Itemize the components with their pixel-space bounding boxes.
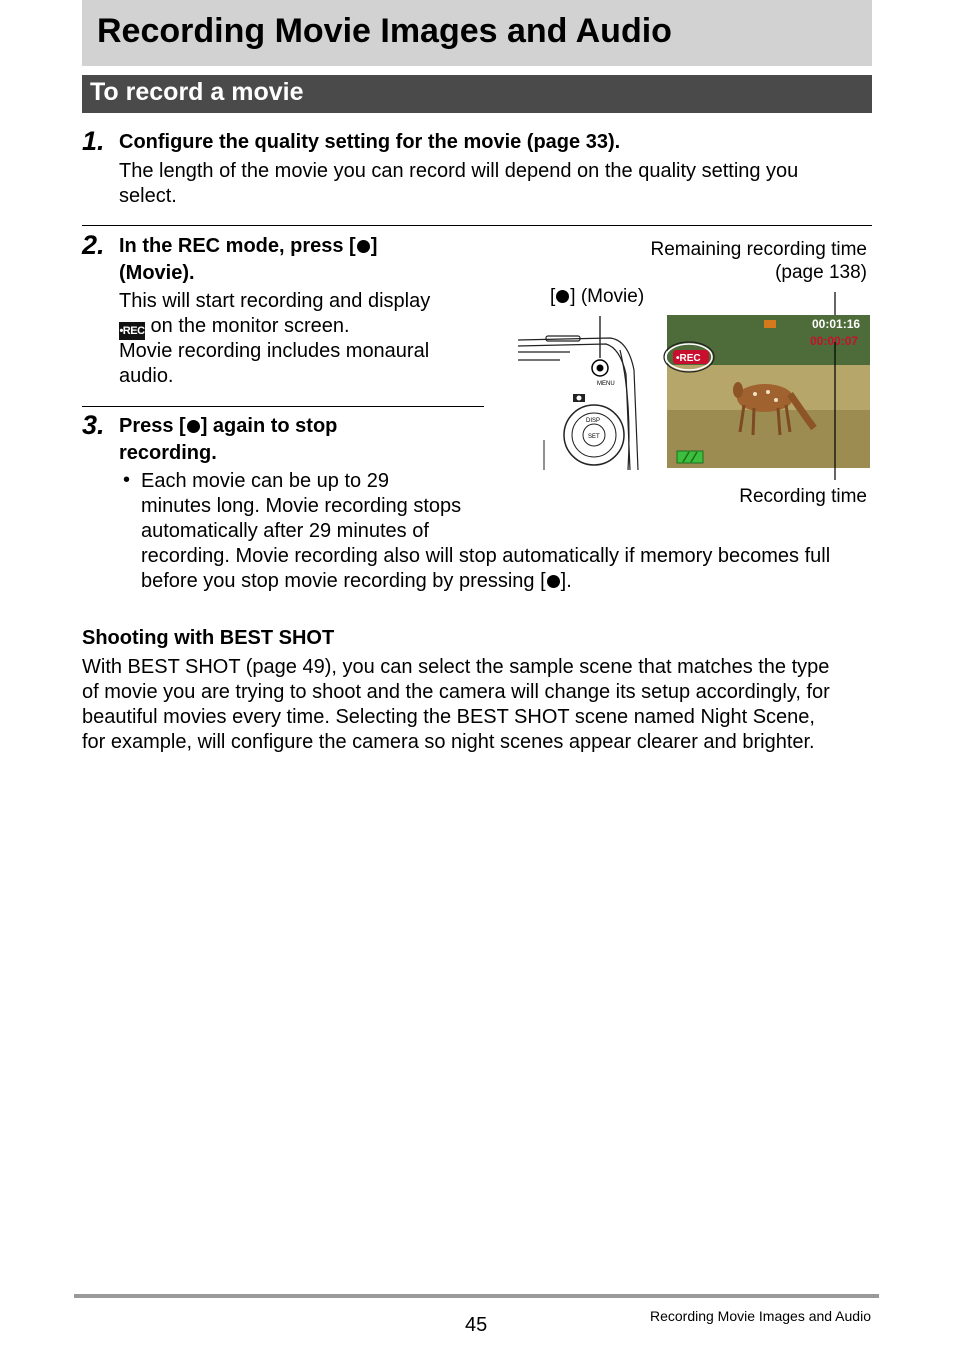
page-number: 45	[465, 1314, 488, 1336]
step-3-bullet-line-5	[141, 569, 572, 594]
movie-button-icon	[357, 240, 370, 253]
step-3-heading-post: ] again to stop	[200, 415, 338, 437]
step-1-heading: Configure the quality setting for the movie (page 33).	[119, 131, 621, 153]
best-shot-heading: Shooting with BEST SHOT	[82, 627, 335, 649]
movie-button-label-text: ] (Movie)	[570, 286, 645, 307]
step-2-heading-line-2: (Movie).	[119, 262, 195, 284]
remaining-time-label-2: (page 138)	[775, 262, 867, 283]
remaining-time-readout: 00:01:16	[812, 317, 861, 331]
step-3-heading	[119, 413, 337, 440]
step-2-body-line-2-text: on the monitor screen.	[145, 315, 350, 337]
remaining-time-label-1: Remaining recording time	[650, 239, 867, 260]
step-1-number: 1.	[82, 126, 105, 156]
best-shot-line-3: beautiful movies every time. Selecting the BEST SHOT scene named Night Scene,	[82, 706, 815, 728]
footer-rule	[74, 1294, 879, 1298]
best-shot-line-2: of movie you are trying to shoot and the camera will change its setup accordingly, for	[82, 681, 830, 703]
footer-section-title: Recording Movie Images and Audio	[649, 1308, 871, 1324]
movie-button-icon	[547, 575, 560, 588]
step-2-body-line-2	[119, 314, 350, 340]
best-shot-line-1: With BEST SHOT (page 49), you can select the sample scene that matches the type	[82, 656, 830, 678]
battery-icon	[677, 451, 703, 463]
step-3-bullet-line-3: automatically after 29 minutes of	[141, 520, 429, 542]
rec-badge-text: •REC	[676, 353, 701, 364]
step-1-body-line-1: The length of the movie you can record will depend on the quality setting you	[119, 160, 799, 182]
step-3-heading-line-2: recording.	[119, 442, 217, 464]
page-title: Recording Movie Images and Audio	[97, 12, 672, 50]
movie-button-icon	[592, 360, 608, 376]
camera-figure	[510, 290, 880, 480]
camera-icon	[573, 394, 585, 402]
step-3-bullet-line-1: Each movie can be up to 29	[141, 470, 389, 492]
step-2-heading	[119, 233, 377, 260]
camera-menu-text: MENU	[597, 381, 615, 387]
step-2-heading-post: ]	[370, 235, 378, 257]
step-3-bullet-line-4: recording. Movie recording also will stop automatically if memory becomes full	[141, 545, 831, 567]
step-3-number: 3.	[82, 410, 105, 440]
step-1-body-line-2: select.	[119, 185, 177, 207]
step-2-body-line-3: Movie recording includes monaural	[119, 340, 430, 362]
bullet-marker: •	[123, 469, 131, 491]
step-3-bullet-last-post: ].	[560, 570, 572, 592]
divider	[82, 225, 872, 226]
step-2-body-line-1: This will start recording and display	[119, 290, 431, 312]
step-2-number: 2.	[82, 230, 105, 260]
divider	[82, 406, 484, 407]
movie-button-icon	[187, 420, 200, 433]
rec-icon: •REC	[119, 322, 145, 340]
step-3-bullet-line-2: minutes long. Movie recording stops	[141, 495, 462, 517]
section-subtitle: To record a movie	[90, 78, 304, 106]
best-shot-line-4: for example, will configure the camera so night scenes appear clearer and brighter.	[82, 731, 815, 753]
elapsed-time-readout: 00:00:07	[810, 334, 859, 348]
step-2-body-line-4: audio.	[119, 365, 174, 387]
movie-button-label: [ ] (Movie)	[550, 286, 645, 307]
monitor-screen	[664, 315, 870, 468]
step-2-heading-pre: In the REC mode, press [	[119, 235, 356, 257]
camera-set-text: SET	[588, 434, 600, 440]
recording-time-label: Recording time	[739, 486, 867, 507]
camera-disp-text: DISP	[586, 418, 601, 424]
quality-icon	[764, 320, 776, 328]
step-3-heading-pre: Press [	[119, 415, 186, 437]
step-3-bullet-last-pre: before you stop movie recording by pressing [	[141, 570, 546, 592]
